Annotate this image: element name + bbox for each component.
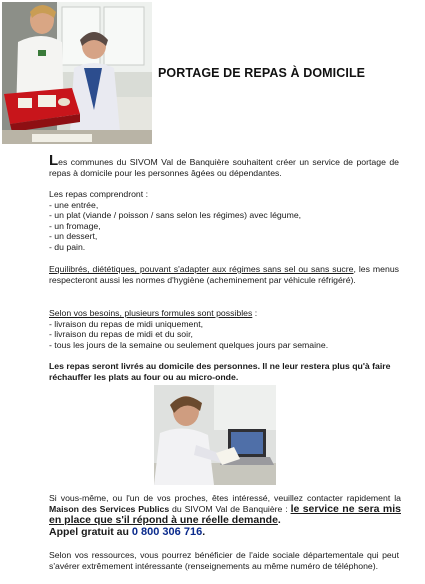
service-note-end: . bbox=[277, 514, 281, 526]
contact-text-1: Si vous-même, ou l'un de vos proches, êtes intéressé, veuillez contacter rapidement la bbox=[49, 493, 401, 503]
contact-paragraph bbox=[49, 493, 401, 538]
phone-end: . bbox=[202, 526, 206, 538]
intro-dropcap: L bbox=[49, 152, 59, 169]
meals-heading: Les repas comprendront : bbox=[49, 189, 148, 199]
formulas-heading: Selon vos besoins, plusieurs formules sont possibles bbox=[49, 308, 253, 318]
aid-note: Selon vos ressources, vous pourrez bénéficier de l'aide sociale départementale qui peut s'avérer extrêmement intéressante (renseignements au même numéro de téléphone). bbox=[49, 550, 399, 571]
photo-meal-delivery bbox=[2, 2, 152, 144]
diet-rest: , les menus respecteront aussi les normes d'hygiène (acheminement par véhicule réfrigéré). bbox=[49, 264, 399, 285]
delivery-note: Les repas seront livrés au domicile des personnes. Il ne leur restera plus qu'à faire réchauffer les plats au four ou au micro-onde. bbox=[49, 361, 391, 382]
meals-item: - un plat (viande / poisson / sans selon les régimes) avec légume, bbox=[49, 210, 302, 221]
formula-item: - livraison du repas de midi et du soir, bbox=[49, 329, 193, 340]
formula-item: - tous les jours de la semaine ou seulement quelques jours par semaine. bbox=[49, 339, 329, 350]
intro-text: es communes du SIVOM Val de Banquière souhaitent créer un service de portage de repas à domicile pour les personnes âgées ou dépendantes. bbox=[49, 157, 399, 178]
diet-underlined: Equilibrés, diététiques, pouvant s'adapter aux régimes sans sel ou sans sucre bbox=[49, 264, 354, 274]
meals-item: - du pain. bbox=[49, 241, 86, 252]
formulas-section bbox=[49, 308, 399, 350]
meals-item: - une entrée, bbox=[49, 199, 99, 210]
call-label: Appel gratuit au bbox=[49, 526, 132, 538]
formulas-heading-suffix: : bbox=[252, 308, 258, 318]
meals-item: - un fromage, bbox=[49, 220, 101, 231]
diet-paragraph bbox=[49, 264, 399, 285]
page-title: PORTAGE DE REPAS À DOMICILE bbox=[158, 66, 366, 80]
intro-paragraph bbox=[49, 152, 399, 178]
photo-laptop-woman bbox=[154, 385, 276, 485]
formula-item: - livraison du repas de midi uniquement, bbox=[49, 318, 204, 329]
phone-number[interactable]: 0 800 306 716 bbox=[131, 526, 203, 538]
meals-section bbox=[49, 189, 399, 253]
contact-text-2: du SIVOM Val de Banquière : bbox=[169, 504, 291, 514]
meals-item: - un dessert, bbox=[49, 231, 98, 242]
service-note: le service ne sera mis en place que s'il répond à une réelle demande bbox=[49, 503, 401, 526]
maison-services-link: Maison des Services Publics bbox=[49, 504, 170, 514]
